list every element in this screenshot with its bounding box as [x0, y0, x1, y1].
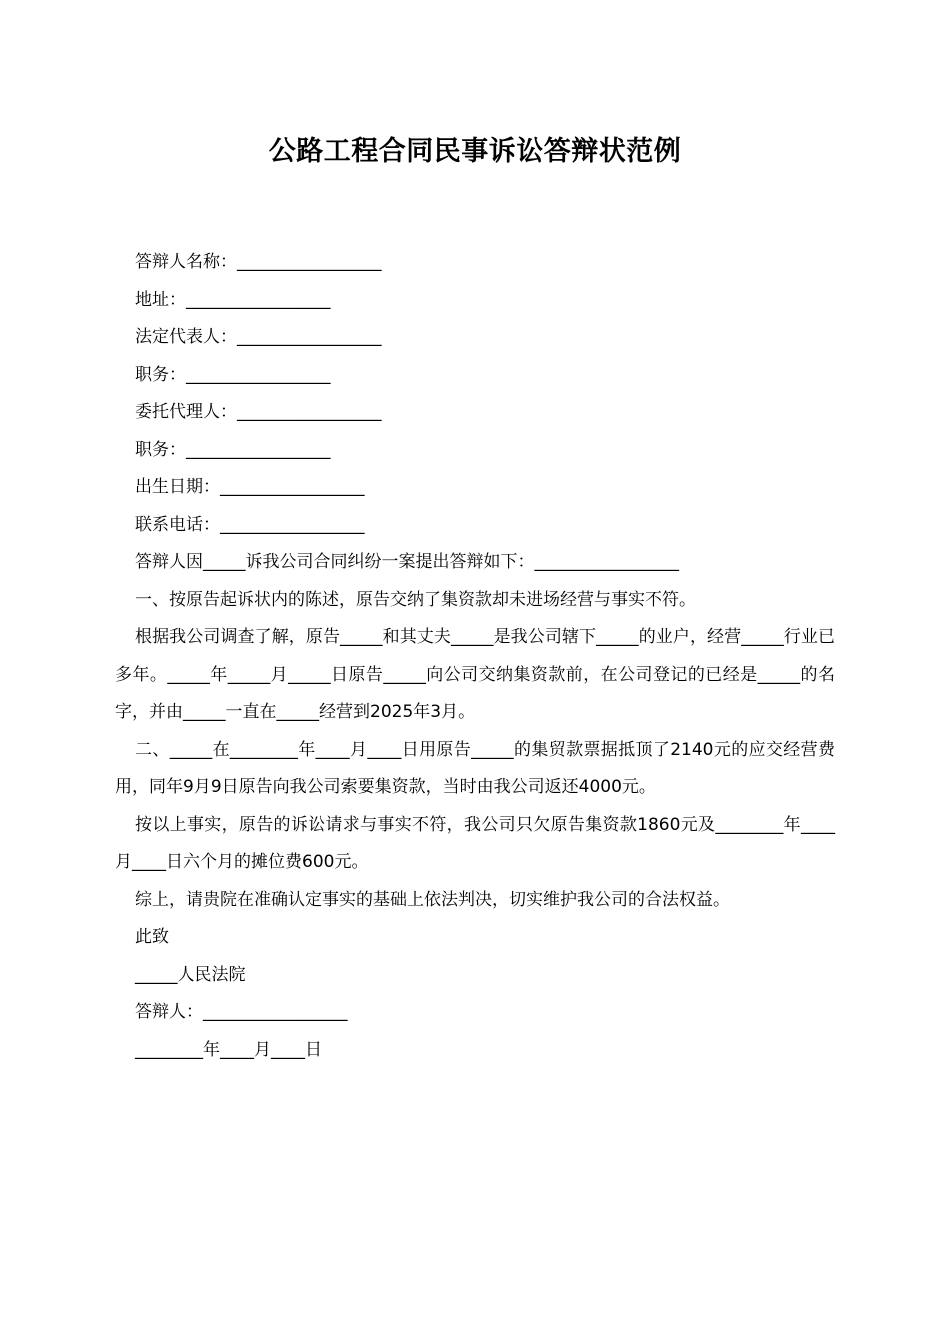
- respondent-name-line: 答辩人名称：_________________: [135, 252, 382, 272]
- signature-line: 答辩人：_________________: [135, 1002, 348, 1022]
- address-line: 地址：_________________: [135, 289, 331, 310]
- paragraph-point-two: 二、_____在________年____月____日用原告_____的集贸款票据抵顶了2140元的应交经营费用，同年9月9日原告向我公司索要集资款，当时由我公司返还4000元。: [115, 739, 835, 797]
- position-line: 职务：_________________: [135, 364, 331, 385]
- court-name: _____人民法院: [135, 964, 246, 985]
- birth-date-line: 出生日期：_________________: [135, 477, 365, 497]
- document-title: 公路工程合同民事诉讼答辩状范例: [268, 136, 682, 167]
- phone-line: 联系电话：_________________: [135, 514, 365, 535]
- defense-intro-line: 答辩人因_____诉我公司合同纠纷一案提出答辩如下：_________________: [135, 552, 679, 572]
- salutation: 此致: [135, 927, 169, 947]
- paragraph-facts: 按以上事实，原告的诉讼请求与事实不符，我公司只欠原告集资款1860元及________年____月____日六个月的摊位费600元。: [115, 814, 835, 872]
- agent-line: 委托代理人：_________________: [135, 402, 382, 422]
- legal-representative-line: 法定代表人：_________________: [135, 327, 382, 347]
- paragraph-point-one: 一、按原告起诉状内的陈述，原告交纳了集资款却未进场经营与事实不符。: [135, 589, 696, 610]
- paragraph-conclusion: 综上，请贵院在准确认定事实的基础上依法判决，切实维护我公司的合法权益。: [135, 889, 730, 910]
- paragraph-investigation: 根据我公司调查了解，原告_____和其丈夫_____是我公司辖下_____的业户，经营_____行业已多年。_____年_____月_____日原告_____向公司交纳集资款前，在公司登记的已经是_____的名字，并由_____一直在_____经营到2025年3月。: [115, 627, 835, 722]
- date-line: ________年____月____日: [135, 1039, 322, 1060]
- agent-position-line: 职务：_________________: [135, 439, 331, 460]
- document-body: [115, 244, 835, 1069]
